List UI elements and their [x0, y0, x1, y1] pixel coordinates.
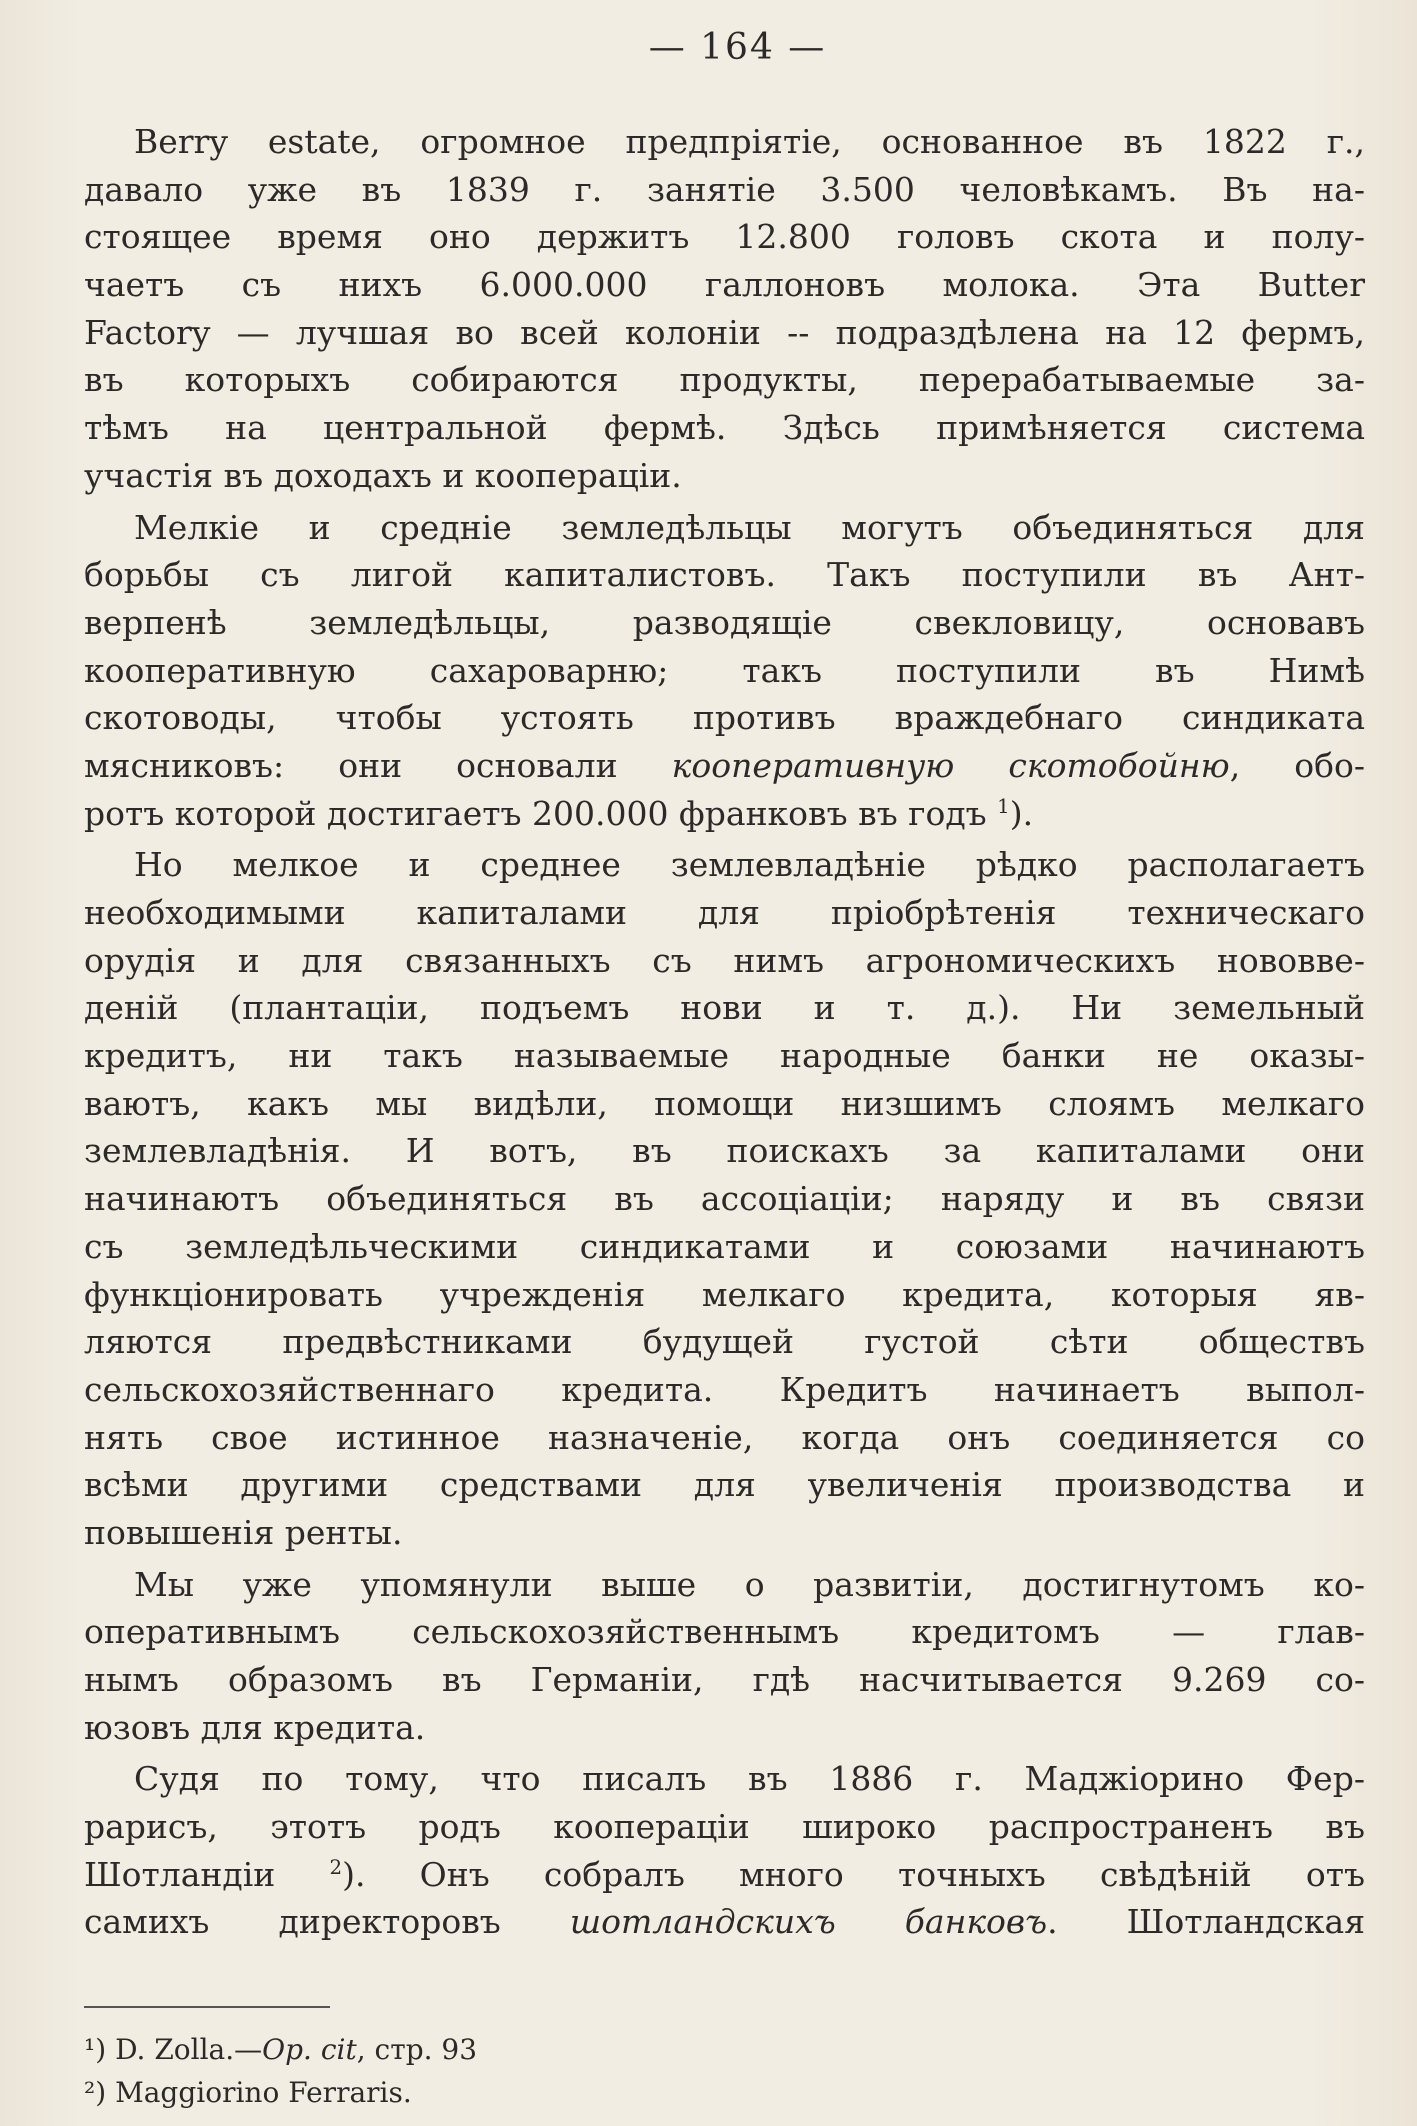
footnote-rest: , стр. 93 [356, 2033, 478, 2067]
body-text [84, 118, 1365, 1946]
text-line-with-footnote [84, 790, 1365, 838]
text-segment: ротъ которой достигаетъ 200.000 франковъ въ годъ [84, 793, 987, 833]
text-segment: самихъ директоровъ [84, 1902, 501, 1942]
footnote-author: Maggiorino Ferraris. [115, 2076, 412, 2110]
text-line: ваютъ, какъ мы видѣли, помощи низшимъ слоямъ мелкаго [84, 1083, 1365, 1123]
text-line: повышенія ренты. [84, 1512, 403, 1552]
text-line: начинаютъ объединяться въ ассоціаціи; наряду и въ связи [84, 1179, 1365, 1219]
paragraph-5 [84, 1755, 1365, 1946]
text-line: съ земледѣльческими синдикатами и союзами начинаютъ [84, 1226, 1365, 1266]
text-segment: , обо- [1229, 745, 1365, 785]
text-line: скотоводы, чтобы устоять противъ враждебнаго синдиката [84, 698, 1365, 738]
text-line: землевладѣнія. И вотъ, въ поискахъ за капиталами они [84, 1131, 1365, 1171]
text-line: кредитъ, ни такъ называемые народные банки не оказы- [84, 1036, 1365, 1076]
italic-phrase: шотландскихъ банковъ [569, 1902, 1048, 1942]
text-line: давало уже въ 1839 г. занятіе 3.500 человѣкамъ. Въ на- [84, 169, 1365, 209]
text-segment: мясниковъ: они основали [84, 745, 618, 785]
text-segment: ). Онъ собралъ много точныхъ свѣдѣній отъ [342, 1854, 1365, 1894]
text-line: участія въ доходахъ и коопераціи. [84, 455, 682, 495]
text-line: деній (плантаціи, подъемъ нови и т. д.). Ни земельный [84, 988, 1365, 1028]
text-segment: . Шотландская [1047, 1902, 1366, 1942]
paragraph-4 [84, 1561, 1365, 1752]
text-line: сельскохозяйственнаго кредита. Кредитъ начинаетъ выпол- [84, 1369, 1365, 1409]
footnote-italic: Op. cit [262, 2033, 357, 2067]
text-line: ляются предвѣстниками будущей густой сѣти обществъ [84, 1322, 1365, 1362]
text-line: Мы уже упомянули выше о развитіи, достигнутомъ ко- [134, 1564, 1365, 1604]
text-line: Но мелкое и среднее землевладѣніе рѣдко располагаетъ [134, 845, 1365, 885]
text-line-with-footnote [84, 1851, 1365, 1899]
text-line: необходимыми капиталами для пріобрѣтенія техническаго [84, 893, 1365, 932]
text-line: орудія и для связанныхъ съ нимъ агрономическихъ нововве- [84, 940, 1365, 980]
text-line: въ которыхъ собираются продукты, перерабатываемые за- [84, 360, 1365, 400]
footnote-marker: ²) [84, 2076, 107, 2110]
text-line: оперативнымъ сельскохозяйственнымъ кредитомъ — глав- [84, 1612, 1365, 1652]
text-line-with-italic [84, 742, 1365, 790]
text-line: чаетъ съ нихъ 6.000.000 галлоновъ молока. Эта Butter [84, 265, 1365, 305]
text-line: функціонировать учрежденія мелкаго кредита, которыя яв- [84, 1274, 1365, 1314]
footnote-author: D. Zolla.— [115, 2033, 263, 2067]
text-segment: Шотландіи [84, 1854, 276, 1894]
text-line: борьбы съ лигой капиталистовъ. Такъ поступили въ Ант- [84, 555, 1365, 595]
text-line: Factory — лучшая во всей колоніи -- подраздѣлена на 12 фермъ, [84, 312, 1365, 352]
text-line: Судя по тому, что писалъ въ 1886 г. Маджіорино Фер- [134, 1759, 1365, 1799]
text-segment: ). [1009, 793, 1034, 833]
text-line: тѣмъ на центральной фермѣ. Здѣсь примѣняется система [84, 408, 1365, 448]
paragraph-3 [84, 841, 1365, 1556]
italic-phrase: кооперативную скотобойню [671, 745, 1230, 785]
footnote-2 [84, 2071, 1365, 2114]
text-line: всѣми другими средствами для увеличенія производства и [84, 1465, 1365, 1505]
text-line: нымъ образомъ въ Германіи, гдѣ насчитывается 9.269 со- [84, 1660, 1365, 1699]
paragraph-1 [84, 118, 1365, 500]
text-line: Мелкіе и средніе земледѣльцы могутъ объединяться для [134, 507, 1365, 547]
text-line: стоящее время оно держитъ 12.800 головъ скота и полу- [84, 217, 1365, 257]
text-line: кооперативную сахароварню; такъ поступили въ Нимѣ [84, 650, 1365, 690]
footnote-1 [84, 2028, 1365, 2071]
text-line: юзовъ для кредита. [84, 1707, 426, 1747]
footnote-ref-2[interactable]: 2 [329, 1855, 343, 1879]
paragraph-2 [84, 504, 1365, 838]
text-line: Berry estate, огромное предпріятіе, основанное въ 1822 г., [134, 122, 1365, 161]
text-line-with-italic [84, 1898, 1365, 1946]
footnote-divider [84, 2006, 330, 2008]
text-line: верпенѣ земледѣльцы, разводящіе свекловицу, основавъ [84, 602, 1365, 642]
footnote-marker: ¹) [84, 2033, 107, 2067]
footnotes [84, 2028, 1365, 2114]
text-line: рарисъ, этотъ родъ коопераціи широко распространенъ въ [84, 1807, 1365, 1847]
text-line: нять свое истинное назначеніе, когда онъ соединяется со [84, 1417, 1365, 1457]
footnote-ref-1[interactable]: 1 [997, 794, 1010, 818]
page-number: — 164 — [648, 27, 827, 68]
